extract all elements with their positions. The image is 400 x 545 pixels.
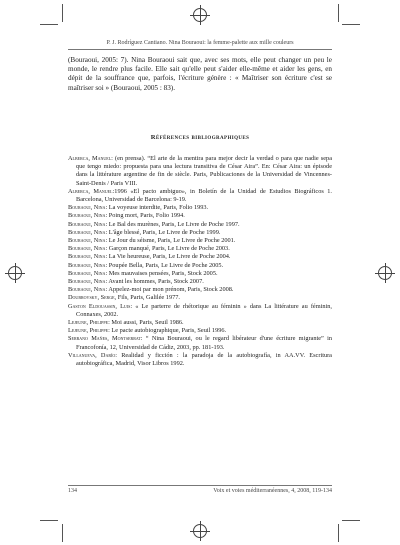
reference-text: : (en prensa). “El arte de la mentira para mejor decir la verdad o para que nadie sepa que tengo miedo: propuesta para una lectura transitiva de César Aira”. En: César Aira: un épisode dans la littérature argentine de fin de siècle. Paris, Publicaciones de la Universidad de Vincennes-Saint-Denis / Paris VIII. — [76, 155, 332, 187]
reference-item — [68, 303, 332, 319]
reference-item — [68, 319, 332, 327]
reference-item — [68, 286, 332, 294]
reference-item — [68, 155, 332, 188]
registration-mark-right — [378, 266, 392, 280]
reference-item — [68, 221, 332, 229]
reference-item — [68, 327, 332, 335]
journal-citation: Voix et voies méditerranéennes, 4, 2008, 119-134 — [213, 488, 332, 494]
reference-author: Serrano Mañes, Montserrat — [68, 335, 141, 343]
reference-text: : Mes mauvaises pensées, Paris, Stock 2005. — [105, 269, 218, 277]
reference-text: : Appelez-moi par mon prénom, Paris, Stock 2008. — [105, 286, 234, 294]
reference-author: Bouraoui, Nina — [68, 278, 106, 286]
page-number: 134 — [68, 488, 77, 494]
reference-item — [68, 294, 332, 302]
reference-item — [68, 237, 332, 245]
reference-text: :1996 «El pacto ambiguo», in Boletín de la Unidad de Estudios Biográficos 1. Barcelona, Universidad de Barcelona: 9-19. — [76, 187, 332, 204]
reference-item — [68, 212, 332, 220]
reference-author: Bouraoui, Nina — [68, 269, 106, 277]
reference-text: : Le Jour du séisme, Paris, Le Livre de Poche 2001. — [105, 237, 236, 245]
crop-mark — [62, 4, 63, 22]
reference-author: Bouraoui, Nina — [68, 204, 106, 212]
reference-text: : La Vie heureuse, Paris, Le Livre de Poche 2004. — [105, 253, 231, 261]
reference-item — [68, 204, 332, 212]
reference-author: Bouraoui, Nina — [68, 261, 106, 269]
reference-author: Alberca, Manuel — [68, 155, 112, 162]
reference-text: : Poing mort, Paris, Folio 1994. — [105, 212, 185, 220]
reference-item — [68, 262, 332, 270]
reference-item — [68, 335, 332, 351]
reference-text: : Realidad y ficción : la paradoja de la autobiografía, in AA.VV. Escritura autobiográfica, Madrid, Visor Libros 1992. — [76, 351, 332, 368]
reference-text: , Fils, Paris, Galilée 1977. — [114, 294, 180, 302]
footer-rule — [68, 485, 332, 486]
reference-text: : “ Nina Bouraoui, ou le regard libérateur d'une écriture migrante” in Francofonía, 12, Universidad de Cádiz, 2003, pp. 181-193. — [76, 335, 332, 351]
reference-item — [68, 253, 332, 261]
registration-mark-top — [193, 8, 207, 22]
section-title: Références bibliographiques — [150, 134, 250, 141]
running-head: P. J. Rodríguez Cantiano. Nina Bouraoui: la femme-palette aux mille couleurs — [106, 40, 294, 46]
reference-text: : Garçon manqué, Paris, Le Livre de Poche 2003. — [105, 245, 230, 253]
crop-mark — [40, 24, 58, 25]
reference-author: Bouraoui, Nina — [68, 237, 106, 245]
header-rule — [68, 49, 332, 50]
registration-mark-bottom — [193, 524, 207, 538]
crop-mark — [342, 24, 360, 25]
reference-text: : Poupée Bella, Paris, Le Livre de Poche 2005. — [105, 261, 224, 269]
reference-item — [68, 245, 332, 253]
crop-mark — [40, 520, 58, 521]
reference-text: : L'âge blessé, Paris, Le Livre de Poche 1999. — [105, 228, 221, 236]
reference-author: Bouraoui, Nina — [68, 220, 106, 228]
reference-item — [68, 270, 332, 278]
reference-text: : Le Bal des murènes, Paris, Le Livre de Poche 1997. — [105, 220, 240, 228]
crop-mark — [62, 524, 63, 542]
reference-author: Alberca, Manuel — [68, 187, 113, 195]
reference-item — [68, 352, 332, 368]
reference-item — [68, 278, 332, 286]
crop-mark — [342, 520, 360, 521]
reference-author: Bouraoui, Nina — [68, 212, 106, 220]
reference-author: Bouraoui, Nina — [68, 286, 106, 294]
reference-author: Doubrovsky, Serge — [68, 294, 115, 302]
crop-mark — [338, 524, 339, 542]
reference-author: Lejeune, Philippe — [68, 327, 109, 335]
reference-author: Villanueva, Darío — [68, 351, 116, 359]
reference-author: Bouraoui, Nina — [68, 245, 106, 253]
body-paragraph: (Bouraoui, 2005: 7). Nina Bouraoui sait que, avec ses mots, elle peut changer un peu le monde, le rendre plus facile. Elle sait qu'elle peut s'aider elle-même et aider les gens, en dépit de la souffrance que, parfois, l'écriture génère : « Maîtriser son écriture c'est se maîtriser soi » (Bouraoui, 2005 : 83). — [68, 56, 332, 92]
reference-author: Lejeune, Philippe — [68, 319, 109, 327]
reference-item — [68, 229, 332, 237]
reference-list — [68, 155, 332, 368]
reference-text: : « Le parterre de rhétorique au féminin » dans La littérature au féminin, Connaxes, 2002. — [76, 302, 332, 318]
reference-text: : Avant les hommes, Paris, Stock 2007. — [105, 278, 204, 286]
reference-author: Bouraoui, Nina — [68, 228, 106, 236]
reference-author: Gaston Eldouassin, Luis — [68, 302, 131, 310]
reference-text: : La voyeuse interdite, Paris, Folio 1993. — [105, 204, 209, 212]
registration-mark-left — [8, 266, 22, 280]
crop-mark — [338, 4, 339, 22]
reference-item — [68, 188, 332, 204]
reference-text: : Le pacte autobiographique, Paris, Seuil 1996. — [108, 327, 227, 335]
reference-author: Bouraoui, Nina — [68, 253, 106, 261]
reference-text: : Moi aussi, Paris, Seuil 1986. — [108, 319, 184, 327]
